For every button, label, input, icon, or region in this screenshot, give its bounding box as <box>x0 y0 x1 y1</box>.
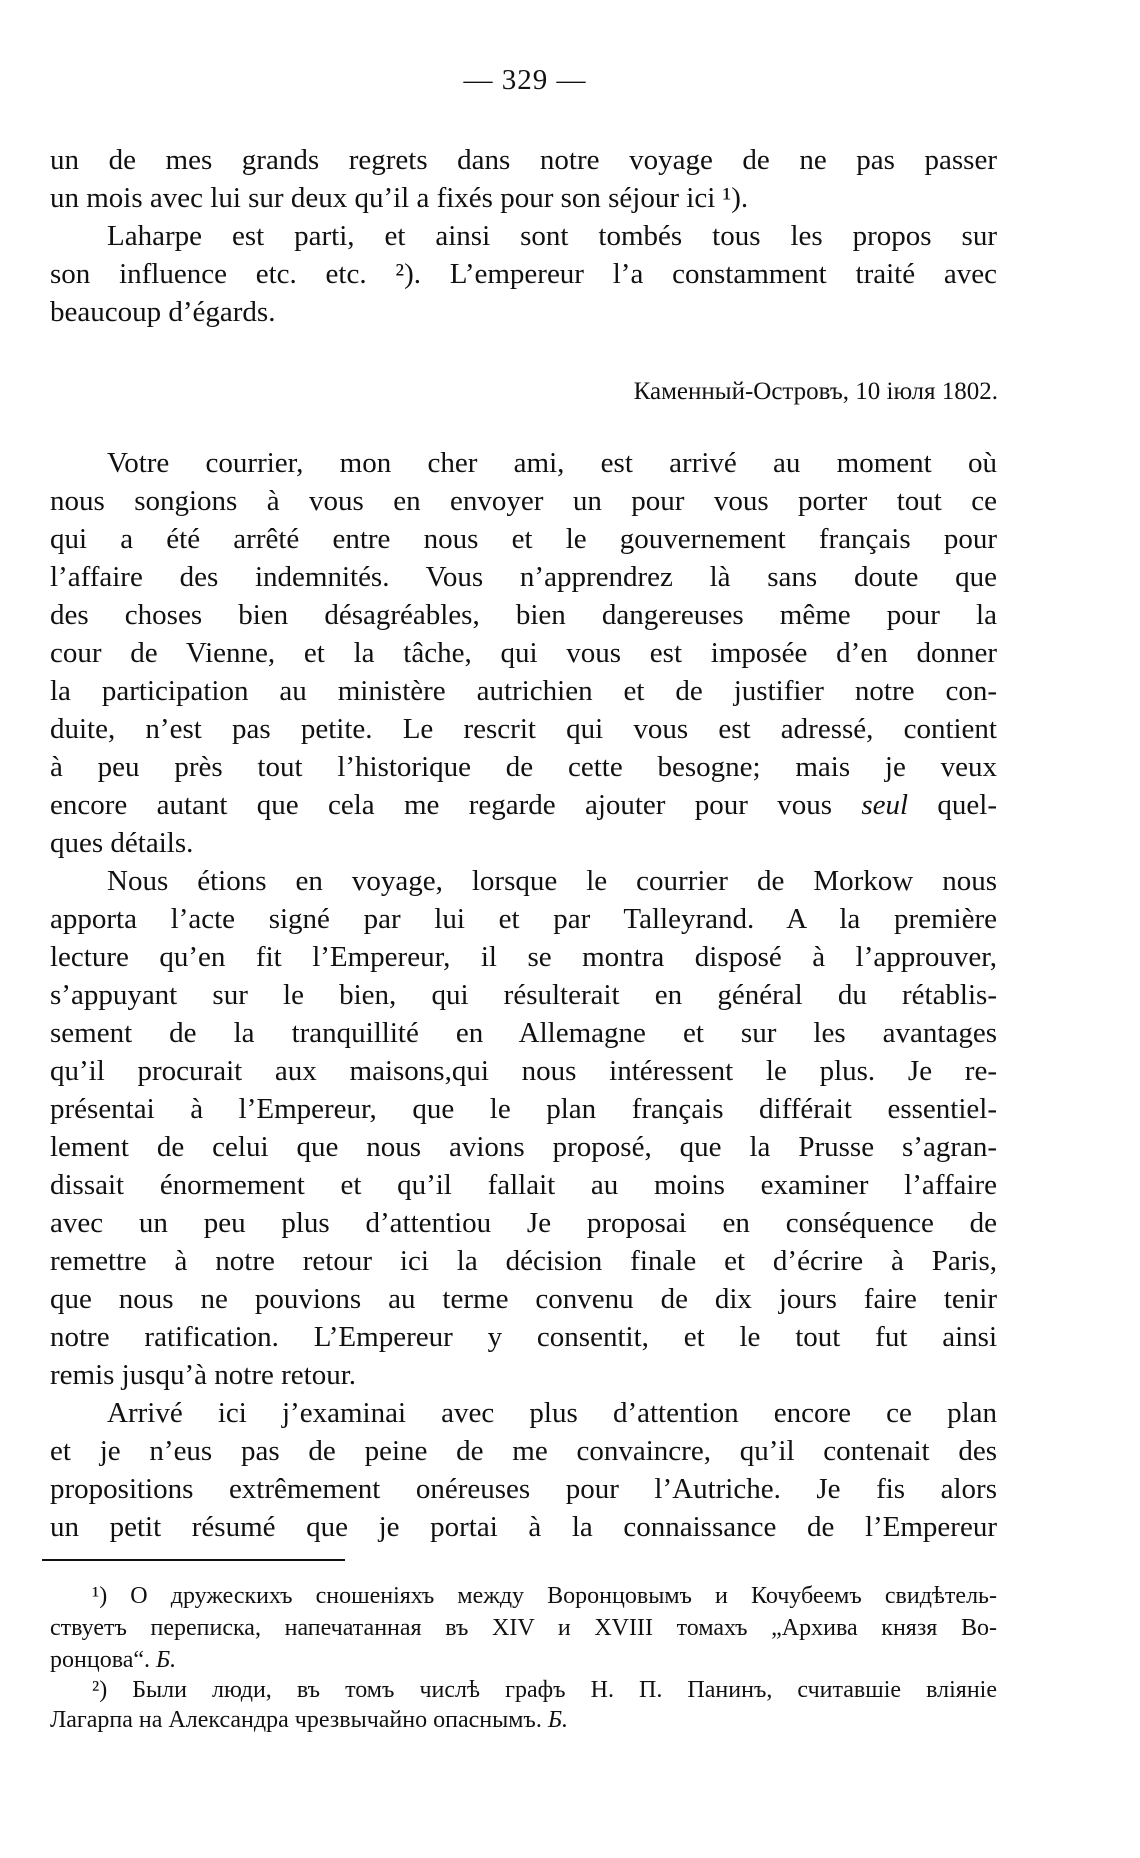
line-text: s’appuyant sur le bien, qui résulterait en général du rétablis- <box>50 979 997 1011</box>
text-line <box>50 938 997 976</box>
italic-text: seul <box>861 789 909 821</box>
line-text: des choses bien désagréables, bien dangereuses même pour la <box>50 599 997 631</box>
text-line <box>50 1280 997 1318</box>
line-text: sement de la tranquillité en Allemagne et sur les avantages <box>50 1017 997 1049</box>
line-text: propositions extrêmement onéreuses pour l’Autriche. Je fis alors <box>50 1473 997 1505</box>
text-line <box>50 900 997 938</box>
text-line <box>50 710 997 748</box>
line-text: ствуетъ переписка, напечатанная въ XIV и XVIII томахъ „Архива князя Во- <box>50 1615 997 1641</box>
text-line <box>50 520 997 558</box>
text-line <box>50 1204 997 1242</box>
text-line <box>107 1394 997 1432</box>
line-text: un petit résumé que je portai à la connaissance de l’Empereur <box>50 1511 997 1543</box>
footnote-line <box>50 1612 997 1644</box>
line-text: ques détails. <box>50 827 194 859</box>
text-line <box>50 1470 997 1508</box>
text-line <box>50 1090 997 1128</box>
line-text: un mois avec lui sur deux qu’il a fixés pour son séjour ici ¹). <box>50 182 749 214</box>
line-text: qu’il procurait aux maisons,qui nous intéressent le plus. Je re- <box>50 1055 997 1087</box>
line-text: remettre à notre retour ici la décision finale et d’écrire à Paris, <box>50 1245 997 1277</box>
text-line <box>50 634 997 672</box>
line-text: encore autant que cela me regarde ajouter pour vous <box>50 789 833 821</box>
line-text: présentai à l’Empereur, que le plan français différait essentiel- <box>50 1093 997 1125</box>
line-text: avec un peu plus d’attentiou Je proposai en conséquence de <box>50 1207 997 1239</box>
italic-text: Б. <box>156 1647 177 1673</box>
line-text: remis jusqu’à notre retour. <box>50 1359 357 1391</box>
line-text: lecture qu’en fit l’Empereur, il se montra disposé à l’approuver, <box>50 941 997 973</box>
footnote-line <box>50 1704 997 1736</box>
text-line <box>50 748 997 786</box>
text-line <box>50 786 997 824</box>
line-text: et je n’eus pas de peine de me convaincre, qu’il contenait des <box>50 1435 997 1467</box>
text-line <box>50 672 997 710</box>
text-line <box>50 482 997 520</box>
line-text: beaucoup d’égards. <box>50 296 276 328</box>
text-line <box>50 1128 997 1166</box>
line-text: la participation au ministère autrichien et de justifier notre con- <box>50 675 997 707</box>
line-text: ронцова“. <box>50 1647 151 1673</box>
line-text: Nous étions en voyage, lorsque le courrier de Morkow nous <box>107 865 997 897</box>
line-text: ²) Были люди, въ томъ числѣ графъ Н. П. Панинъ, считавшіе вліяніе <box>92 1677 997 1703</box>
text-line <box>50 255 997 293</box>
footnote-line <box>92 1580 997 1612</box>
footnote-separator <box>42 1559 345 1561</box>
text-line <box>50 558 997 596</box>
footnote-line <box>92 1674 997 1706</box>
text-line <box>50 1318 997 1356</box>
text-line <box>50 293 997 331</box>
line-text: Лагарпа на Александра чрезвычайно опаснымъ. <box>50 1707 542 1733</box>
line-text: nous songions à vous en envoyer un pour vous porter tout ce <box>50 485 997 517</box>
text-line <box>107 444 997 482</box>
text-line <box>107 862 997 900</box>
line-text: que nous ne pouvions au terme convenu de dix jours faire tenir <box>50 1283 997 1315</box>
line-text: Arrivé ici j’examinai avec plus d’attention encore ce plan <box>107 1397 997 1429</box>
line-text: notre ratification. L’Empereur y consentit, et le tout fut ainsi <box>50 1321 997 1353</box>
text-line <box>50 1508 997 1546</box>
line-text: l’affaire des indemnités. Vous n’apprendrez là sans doute que <box>50 561 997 593</box>
text-line <box>50 1356 997 1394</box>
line-text: ¹) О дружескихъ сношеніяхъ между Воронцовымъ и Кочубеемъ свидѣтель- <box>92 1583 997 1609</box>
text-line <box>50 179 997 217</box>
line-text: duite, n’est pas petite. Le rescrit qui vous est adressé, contient <box>50 713 997 745</box>
text-line <box>107 217 997 255</box>
line-text: son influence etc. etc. ²). L’empereur l’a constamment traité avec <box>50 258 997 290</box>
text-line <box>50 1166 997 1204</box>
line-text: Laharpe est parti, et ainsi sont tombés tous les propos sur <box>107 220 997 252</box>
page-number: — 329 — <box>463 64 587 96</box>
text-line <box>50 141 997 179</box>
letter-dateline: Каменный-Островъ, 10 іюля 1802. <box>633 378 998 405</box>
text-line <box>50 596 997 634</box>
italic-text: Б. <box>547 1707 568 1733</box>
line-text: apporta l’acte signé par lui et par Talleyrand. A la première <box>50 903 997 935</box>
line-text: qui a été arrêté entre nous et le gouvernement français pour <box>50 523 997 555</box>
line-text: un de mes grands regrets dans notre voyage de ne pas passer <box>50 144 997 176</box>
line-text-tail: quel- <box>937 789 998 821</box>
footnote-line <box>50 1644 997 1676</box>
text-line <box>50 976 997 1014</box>
line-text: Votre courrier, mon cher ami, est arrivé au moment où <box>107 447 997 479</box>
text-line <box>50 1014 997 1052</box>
line-text: à peu près tout l’historique de cette besogne; mais je veux <box>50 751 997 783</box>
text-line <box>50 1242 997 1280</box>
text-line <box>50 1432 997 1470</box>
line-text: cour de Vienne, et la tâche, qui vous est imposée d’en donner <box>50 637 997 669</box>
line-text: lement de celui que nous avions proposé, que la Prusse s’agran- <box>50 1131 997 1163</box>
text-line <box>50 824 997 862</box>
line-text: dissait énormement et qu’il fallait au moins examiner l’affaire <box>50 1169 997 1201</box>
text-line <box>50 1052 997 1090</box>
